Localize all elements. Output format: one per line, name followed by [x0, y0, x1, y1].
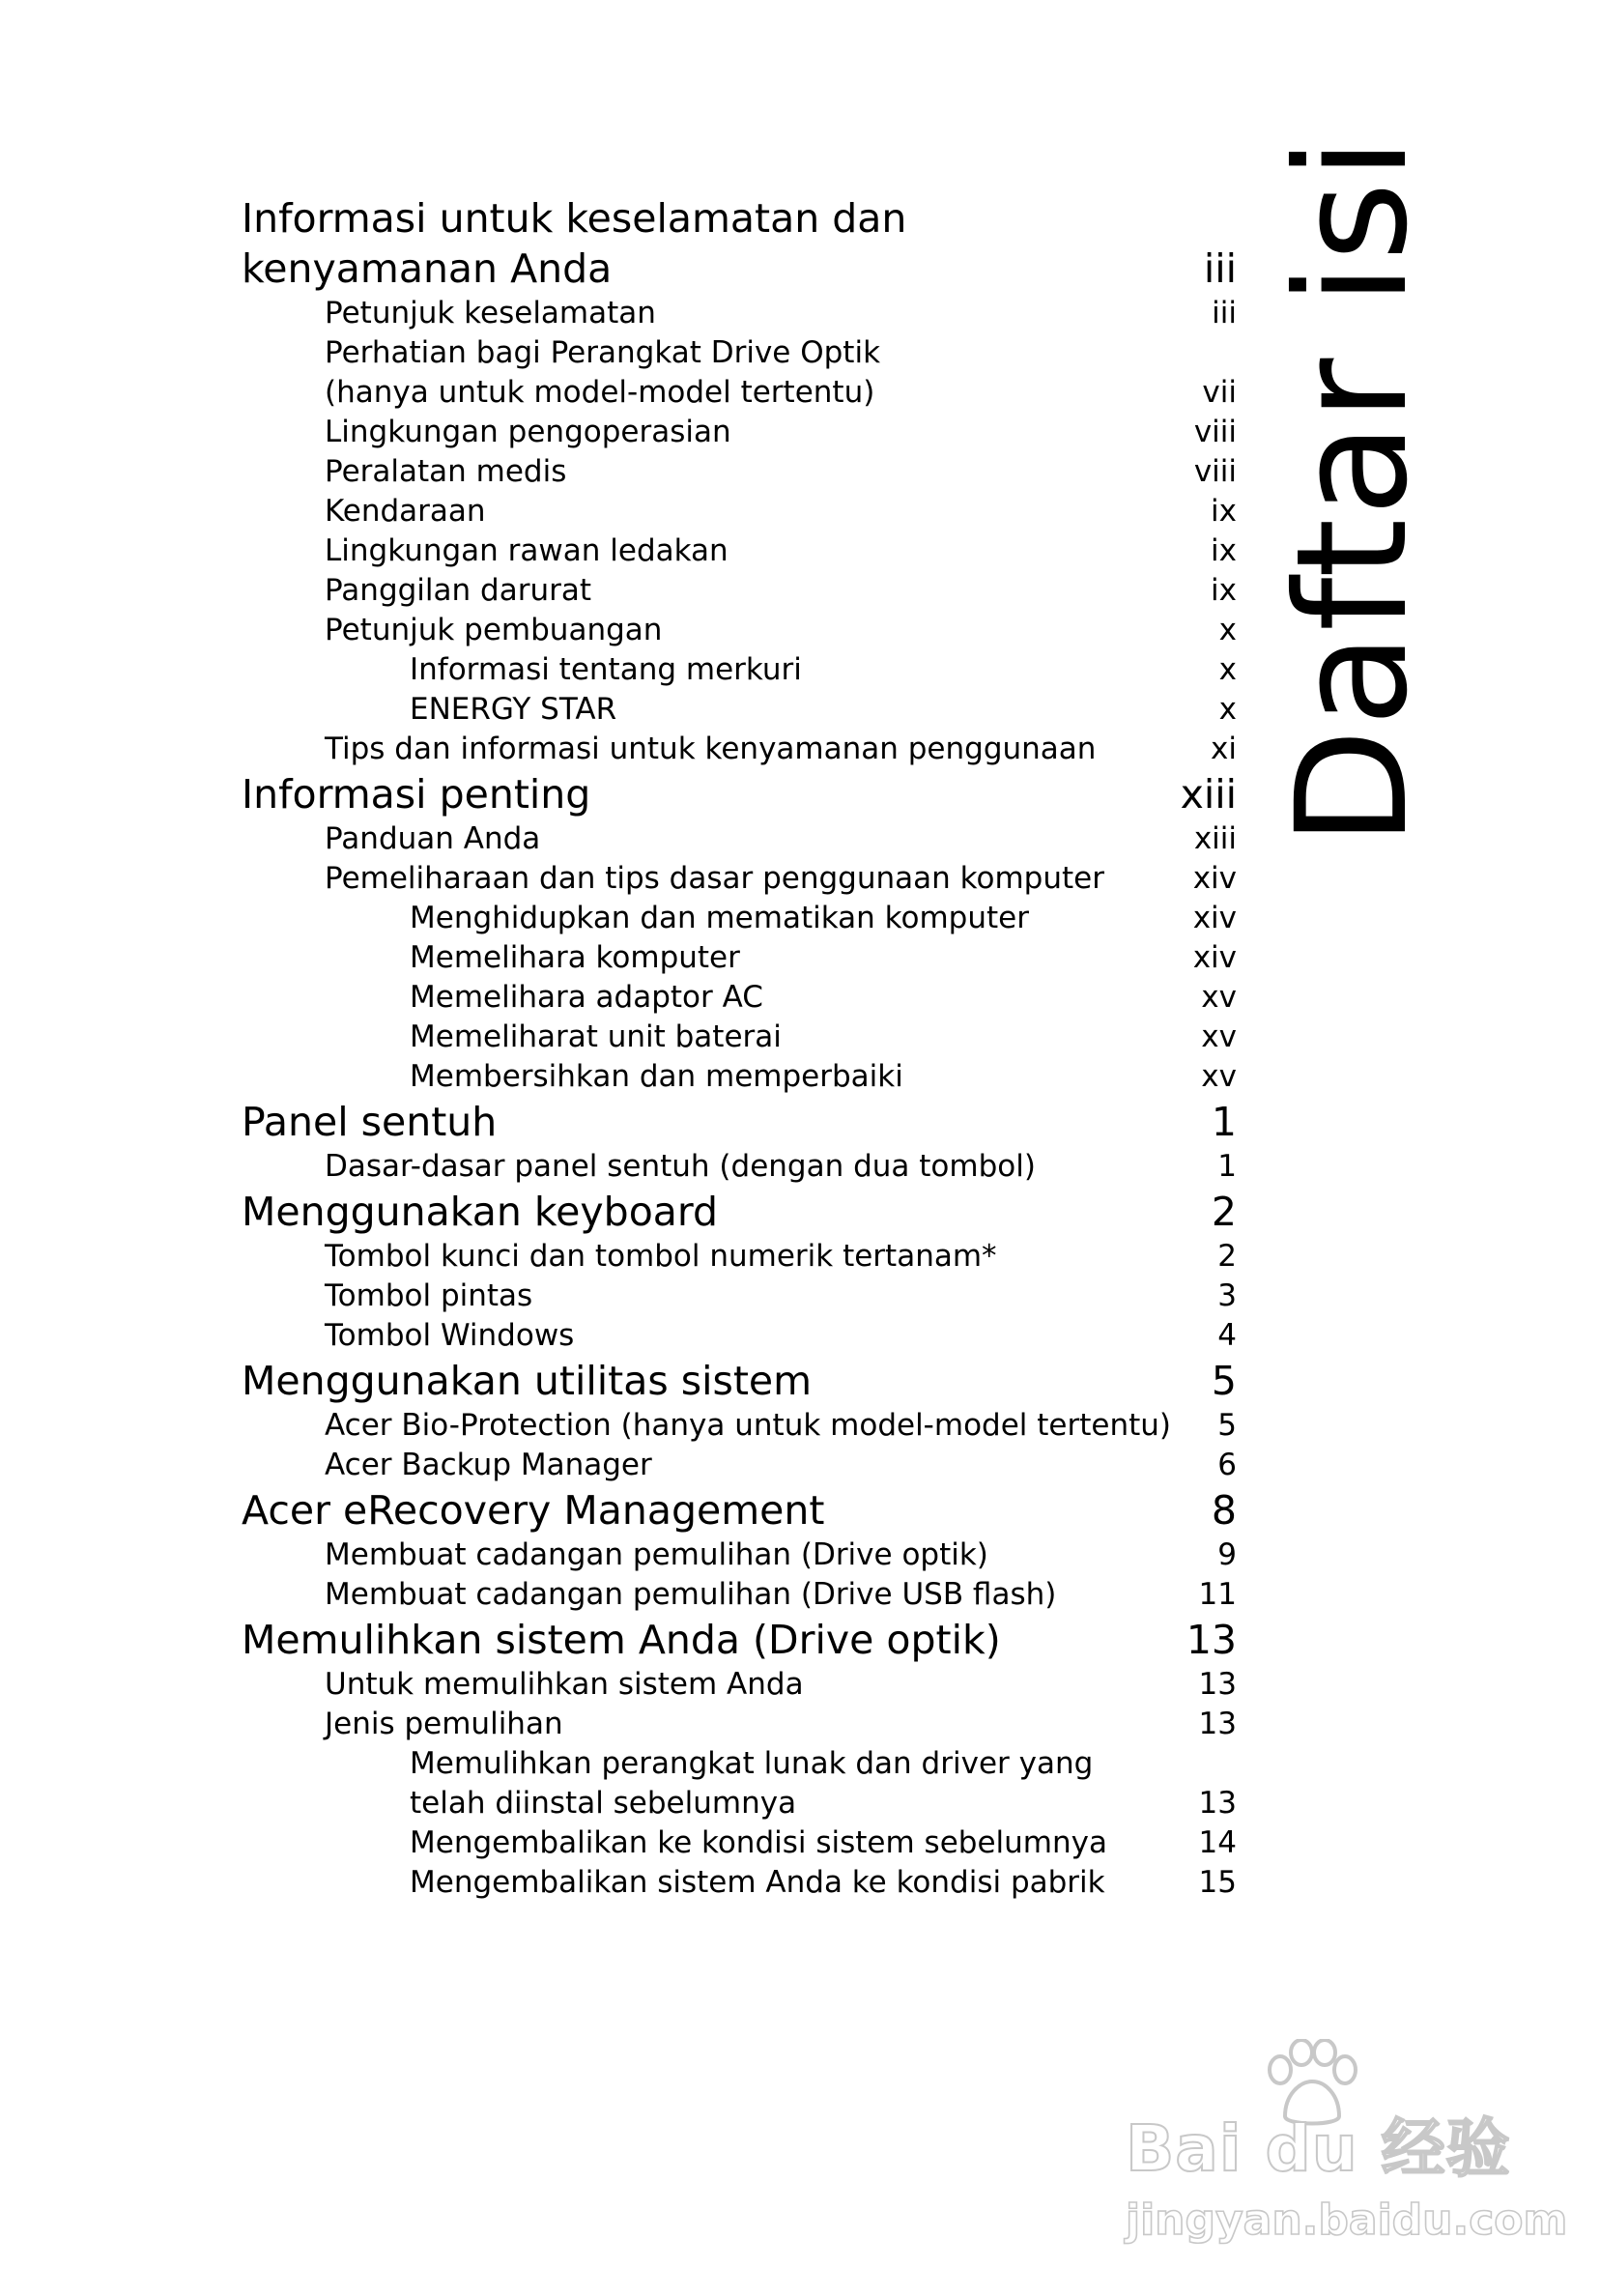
toc-page-number: xiv — [1192, 901, 1237, 935]
toc-page-number: 13 — [1198, 1707, 1237, 1741]
toc-chapter[interactable] — [242, 1187, 1237, 1237]
toc-section[interactable] — [242, 571, 1237, 611]
toc-chapter[interactable] — [242, 769, 1237, 819]
baidu-watermark — [1126, 2039, 1568, 2256]
toc-page-number: xiii — [1193, 821, 1237, 856]
toc-page-number: viii — [1193, 454, 1237, 489]
toc-page-number: 5 — [1217, 1408, 1237, 1443]
toc-page-number: 8 — [1211, 1487, 1237, 1534]
toc-page-number: 13 — [1186, 1617, 1237, 1663]
toc-section[interactable] — [242, 859, 1237, 899]
toc-section[interactable] — [242, 1535, 1237, 1575]
toc-entry-title: Perhatian bagi Perangkat Drive Optik (hanya untuk model-model tertentu) — [325, 335, 881, 410]
toc-page-number: 13 — [1198, 1786, 1237, 1821]
toc-entry-title: Memeliharat unit baterai — [410, 1019, 782, 1054]
toc-section[interactable] — [242, 413, 1237, 452]
toc-entry-title: Membersihkan dan memperbaiki — [410, 1059, 903, 1094]
toc-entry-title: Membuat cadangan pemulihan (Drive optik) — [325, 1537, 988, 1572]
toc-page-number: 13 — [1198, 1667, 1237, 1702]
toc-section[interactable] — [242, 1665, 1237, 1705]
toc-section[interactable] — [242, 531, 1237, 571]
toc-subsection[interactable] — [242, 899, 1237, 938]
toc-entry-title: Dasar-dasar panel sentuh (dengan dua tombol) — [325, 1149, 1036, 1184]
toc-entry-title: Peralatan medis — [325, 454, 567, 489]
toc-entry-title: Panduan Anda — [325, 821, 541, 856]
toc-entry-title: Petunjuk keselamatan — [325, 296, 656, 330]
toc-section[interactable] — [242, 492, 1237, 531]
toc-page-number: 4 — [1217, 1318, 1237, 1353]
toc-page-number: 6 — [1217, 1448, 1237, 1482]
toc-chapter[interactable] — [242, 1485, 1237, 1535]
toc-section[interactable] — [242, 1316, 1237, 1356]
toc-section[interactable] — [242, 1575, 1237, 1615]
watermark-logo-text: Bai du 经验 — [1126, 2111, 1511, 2186]
toc-section[interactable] — [242, 452, 1237, 492]
toc-subsection[interactable] — [242, 690, 1237, 730]
toc-page-number: xv — [1201, 1059, 1237, 1094]
toc-entry-title: Lingkungan rawan ledakan — [325, 533, 729, 568]
toc-section[interactable] — [242, 1406, 1237, 1446]
toc-subsection[interactable] — [242, 978, 1237, 1018]
toc-entry-title: Informasi tentang merkuri — [410, 652, 802, 687]
toc-page-number: 9 — [1217, 1537, 1237, 1572]
toc-entry-title: Lingkungan pengoperasian — [325, 415, 731, 449]
toc-entry-title: Tombol Windows — [325, 1318, 575, 1353]
toc-page-number: viii — [1193, 415, 1237, 449]
toc-page-number: 2 — [1217, 1239, 1237, 1274]
toc-section[interactable] — [242, 1446, 1237, 1485]
toc-page-number: iii — [1212, 296, 1237, 330]
toc-entry-title: Memulihkan sistem Anda (Drive optik) — [242, 1617, 1001, 1663]
toc-entry-title: Menghidupkan dan mematikan komputer — [410, 901, 1029, 935]
toc-entry-title: ENERGY STAR — [410, 692, 617, 727]
toc-section[interactable] — [242, 1237, 1237, 1277]
toc-page-number: vii — [1202, 375, 1237, 410]
side-title-text: Daftar isi — [1264, 135, 1442, 847]
toc-entry-title: Tombol kunci dan tombol numerik tertanam* — [325, 1239, 997, 1274]
toc-entry-title: Mengembalikan ke kondisi sistem sebelumnya — [410, 1825, 1107, 1860]
toc-page-number: 11 — [1198, 1577, 1237, 1612]
toc-page-number: xiv — [1192, 861, 1237, 896]
toc-section[interactable] — [242, 333, 1237, 413]
toc-page-number: xv — [1201, 980, 1237, 1015]
toc-chapter[interactable] — [242, 1097, 1237, 1147]
toc-entry-title: Mengembalikan sistem Anda ke kondisi pabrik — [410, 1865, 1105, 1900]
toc-entry-title: Acer Bio-Protection (hanya untuk model-model tertentu) — [325, 1408, 1171, 1443]
toc-subsection[interactable] — [242, 1057, 1237, 1097]
toc-subsection[interactable] — [242, 1863, 1237, 1903]
toc-entry-title: Petunjuk pembuangan — [325, 613, 663, 647]
toc-page-number: 2 — [1211, 1189, 1237, 1235]
toc-page-number: 1 — [1217, 1149, 1237, 1184]
toc-entry-title: Untuk memulihkan sistem Anda — [325, 1667, 804, 1702]
toc-entry-title: Informasi penting — [242, 771, 591, 818]
toc-page-number: xv — [1201, 1019, 1237, 1054]
page-heading — [1264, 135, 1442, 847]
toc-chapter[interactable] — [242, 1615, 1237, 1665]
toc-subsection[interactable] — [242, 650, 1237, 690]
toc-page-number: 5 — [1211, 1358, 1237, 1404]
toc-page-number: 15 — [1198, 1865, 1237, 1900]
toc-page-number: xiii — [1180, 771, 1237, 818]
toc-page-number: 3 — [1217, 1278, 1237, 1313]
toc-page-number: 1 — [1211, 1099, 1237, 1145]
toc-entry-title: Informasi untuk keselamatan dan kenyamanan Anda — [242, 195, 907, 292]
toc-page-number: x — [1218, 652, 1237, 687]
toc-entry-title: Pemeliharaan dan tips dasar penggunaan komputer — [325, 861, 1104, 896]
toc-section[interactable] — [242, 294, 1237, 333]
toc-entry-title: Menggunakan keyboard — [242, 1189, 719, 1235]
toc-entry-title: Acer Backup Manager — [325, 1448, 652, 1482]
toc-subsection[interactable] — [242, 1744, 1237, 1823]
toc-entry-title: Panel sentuh — [242, 1099, 498, 1145]
toc-entry-title: Panggilan darurat — [325, 573, 591, 608]
toc-page-number: 14 — [1198, 1825, 1237, 1860]
toc-chapter[interactable] — [242, 193, 1237, 294]
toc-entry-title: Menggunakan utilitas sistem — [242, 1358, 813, 1404]
toc-subsection[interactable] — [242, 1823, 1237, 1863]
toc-section[interactable] — [242, 730, 1237, 769]
toc-entry-title: Tombol pintas — [325, 1278, 533, 1313]
toc-page-number: ix — [1211, 533, 1237, 568]
watermark-url: jingyan.baidu.com — [1126, 2196, 1568, 2245]
toc-subsection[interactable] — [242, 1018, 1237, 1057]
toc-page-number: xiv — [1192, 940, 1237, 975]
toc-section[interactable] — [242, 1705, 1237, 1744]
toc-chapter[interactable] — [242, 1356, 1237, 1406]
toc-entry-title: Kendaraan — [325, 494, 486, 529]
toc-section[interactable] — [242, 1277, 1237, 1316]
toc-entry-title: Acer eRecovery Management — [242, 1487, 825, 1534]
toc-entry-title: Tips dan informasi untuk kenyamanan penggunaan — [325, 732, 1097, 766]
toc-entry-title: Membuat cadangan pemulihan (Drive USB flash) — [325, 1577, 1057, 1612]
toc-entry-title: Jenis pemulihan — [325, 1707, 563, 1741]
toc-section[interactable] — [242, 611, 1237, 650]
toc-page-number: iii — [1203, 245, 1237, 292]
toc-entry-title: Memulihkan perangkat lunak dan driver yang telah diinstal sebelumnya — [410, 1746, 1094, 1821]
toc-page-number: x — [1218, 613, 1237, 647]
toc-page-number: xi — [1211, 732, 1237, 766]
toc-page-number: ix — [1211, 573, 1237, 608]
toc-entry-title: Memelihara adaptor AC — [410, 980, 763, 1015]
toc-page-number: ix — [1211, 494, 1237, 529]
toc-entry-title: Memelihara komputer — [410, 940, 740, 975]
table-of-contents — [242, 193, 1237, 1903]
toc-subsection[interactable] — [242, 938, 1237, 978]
toc-page-number: x — [1218, 692, 1237, 727]
toc-section[interactable] — [242, 819, 1237, 859]
toc-section[interactable] — [242, 1147, 1237, 1187]
